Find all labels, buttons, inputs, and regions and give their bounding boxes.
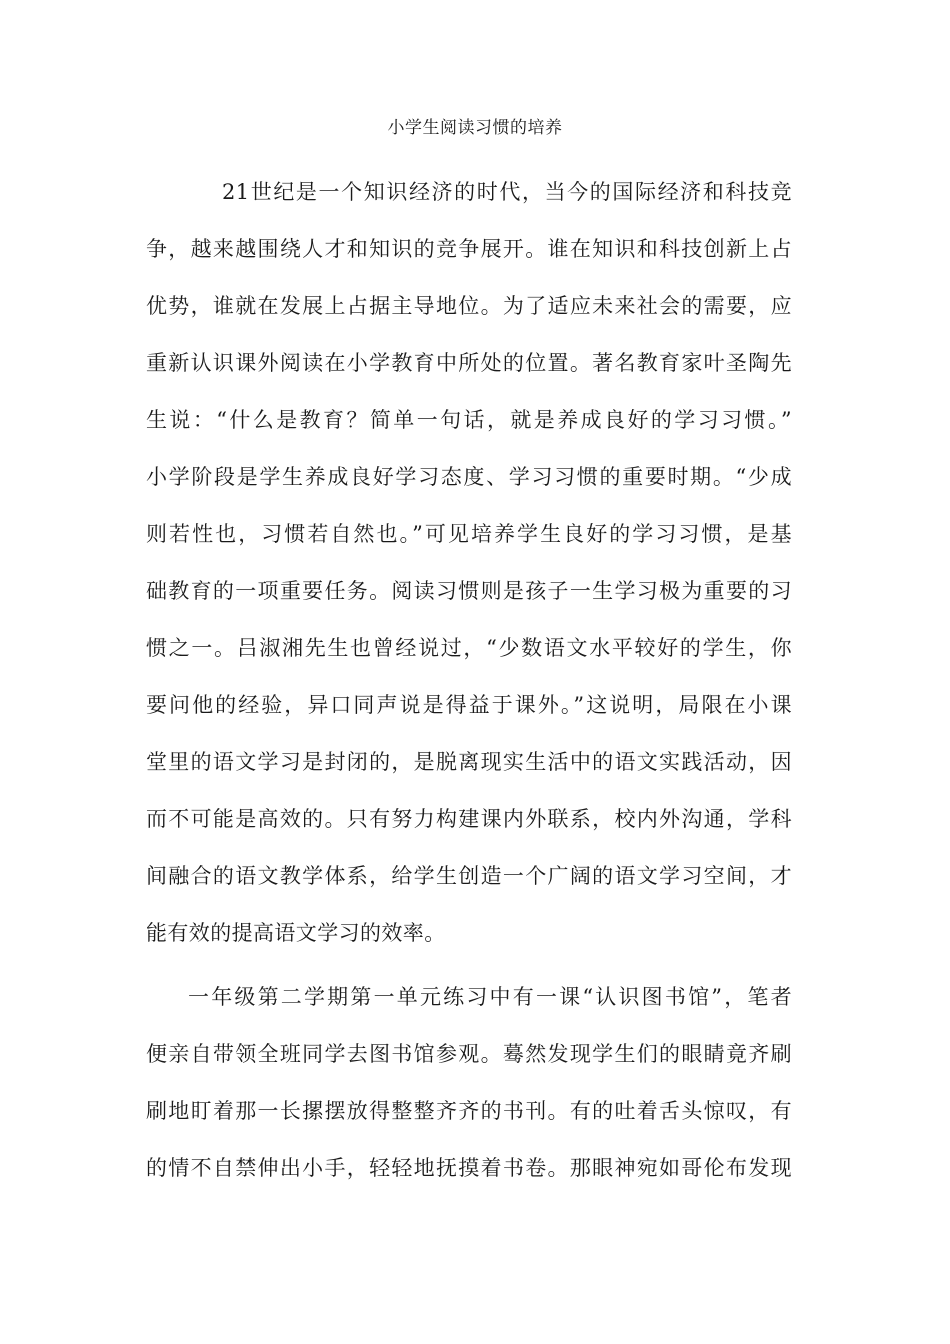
paragraph-2-line-1: 一年级第二学期第一单元练习中有一课“认识图书馆”，笔者 [188,985,792,1009]
paragraph-1-line-14: 能有效的提高语文学习的效率。 [146,921,446,945]
paragraph-1-line-7: 则若性也，习惯若自然也。”可见培养学生良好的学习习惯，是基 [146,522,792,546]
paragraph-1-line-2: 争，越来越围绕人才和知识的竞争展开。谁在知识和科技创新上占 [146,237,792,261]
paragraph-1-line-6: 小学阶段是学生养成良好学习态度、学习习惯的重要时期。“少成 [146,465,792,489]
paragraph-1-line-4: 重新认识课外阅读在小学教育中所处的位置。著名教育家叶圣陶先 [146,351,792,375]
document-title: 小学生阅读习惯的培养 [387,118,563,138]
paragraph-1-line-9: 惯之一。吕淑湘先生也曾经说过，“少数语文水平较好的学生，你 [146,636,792,660]
paragraph-1-line-12: 而不可能是高效的。只有努力构建课内外联系，校内外沟通，学科 [146,807,792,831]
paragraph-1-line-11: 堂里的语文学习是封闭的，是脱离现实生活中的语文实践活动，因 [146,750,792,774]
paragraph-1-line-8: 础教育的一项重要任务。阅读习惯则是孩子一生学习极为重要的习 [146,579,792,603]
paragraph-1-line-5: 生说：“什么是教育？简单一句话，就是养成良好的学习习惯。” [146,408,792,432]
paragraph-1-line-10: 要问他的经验，异口同声说是得益于课外。”这说明，局限在小课 [146,693,792,717]
paragraph-1-line-13: 间融合的语文教学体系，给学生创造一个广阔的语文学习空间，才 [146,864,792,888]
paragraph-2-line-2: 便亲自带领全班同学去图书馆参观。蓦然发现学生们的眼睛竟齐刷 [146,1042,792,1066]
paragraph-1-line-1: 21世纪是一个知识经济的时代，当今的国际经济和科技竞 [222,180,792,204]
paragraph-2-line-4: 的情不自禁伸出小手，轻轻地抚摸着书卷。那眼神宛如哥伦布发现 [146,1156,792,1180]
paragraph-1-line-3: 优势，谁就在发展上占据主导地位。为了适应未来社会的需要，应 [146,294,792,318]
paragraph-2-line-3: 刷地盯着那一长摞摆放得整整齐齐的书刊。有的吐着舌头惊叹，有 [146,1099,792,1123]
